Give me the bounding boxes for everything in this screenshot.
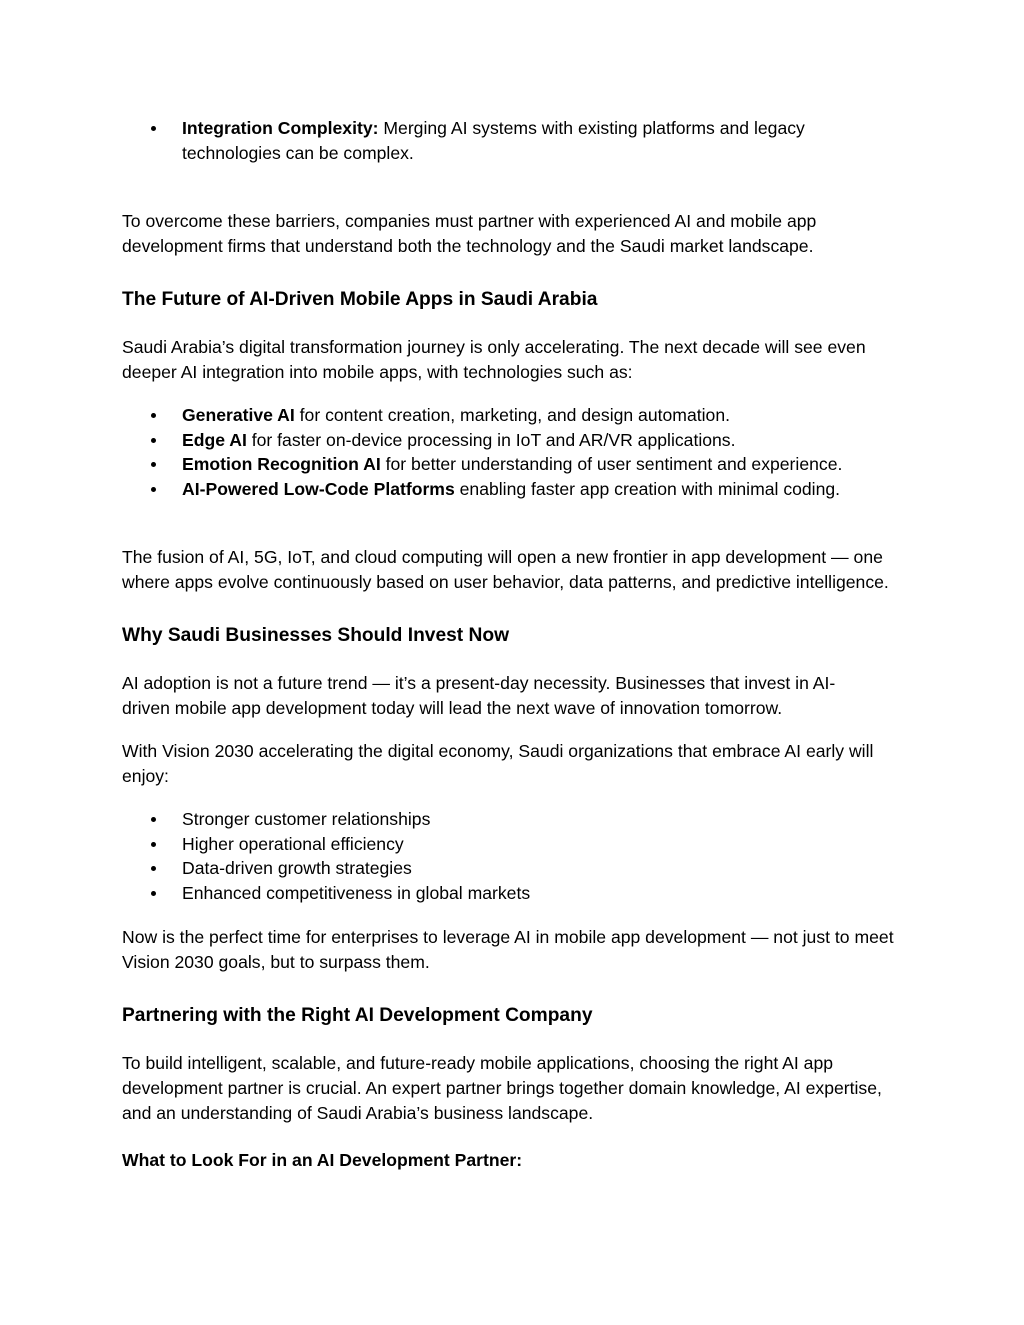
paragraph-fusion: The fusion of AI, 5G, IoT, and cloud computing will open a new frontier in app development — one where apps evolve continuously based on user behavior, data patterns, and predictive intelligence. (122, 547, 889, 592)
benefit-item (182, 832, 906, 857)
technology-item-bold-lead: Generative AI (182, 405, 295, 425)
technology-item-text: for content creation, marketing, and design automation. (294, 405, 730, 425)
technology-item-bold-lead: AI-Powered Low-Code Platforms (182, 478, 455, 499)
benefit-item (182, 807, 906, 832)
technology-item (182, 403, 906, 428)
technology-item-bold-lead: Emotion Recognition AI (182, 454, 381, 474)
technology-item-text: enabling faster app creation with minimal coding. (454, 478, 841, 499)
technology-item-text: for better understanding of user sentiment and experience. (380, 454, 843, 474)
challenge-item-text: Merging AI systems with existing platforms and legacy technologies can be complex. (182, 118, 805, 163)
document-content (122, 116, 906, 1173)
benefit-item-text: Data-driven growth strategies (182, 858, 412, 878)
benefit-item-text: Higher operational efficiency (182, 833, 404, 854)
technology-item (182, 452, 906, 477)
technology-item (182, 477, 906, 502)
challenge-list (122, 116, 906, 165)
technology-item (182, 428, 906, 453)
challenge-item (182, 116, 906, 165)
heading-why-invest-now: Why Saudi Businesses Should Invest Now (122, 625, 510, 646)
paragraph-build-partner: To build intelligent, scalable, and future-ready mobile applications, choosing the right AI app development partner is crucial. An expert partner brings together domain knowledge, AI expertise, and an understanding of Saudi Arabia’s business landscape. (122, 1053, 882, 1123)
paragraph-perfect-time: Now is the perfect time for enterprises to leverage AI in mobile app development — not just to meet Vision 2030 goals, but to surpass them. (122, 927, 894, 972)
paragraph-ai-adoption: AI adoption is not a future trend — it’s a present-day necessity. Businesses that invest in AI-driven mobile app development today will lead the next wave of innovation tomorrow. (122, 673, 836, 718)
benefit-item-text: Stronger customer relationships (182, 809, 431, 829)
heading-future-of-ai-apps: The Future of AI-Driven Mobile Apps in Saudi Arabia (122, 289, 598, 310)
benefit-item (182, 856, 906, 881)
subheading-what-to-look-for: What to Look For in an AI Development Partner: (122, 1150, 523, 1170)
technology-item-text: for faster on-device processing in IoT and AR/VR applications. (246, 429, 736, 450)
paragraph-transformation: Saudi Arabia’s digital transformation journey is only accelerating. The next decade will see even deeper AI integration into mobile apps, with technologies such as: (122, 337, 866, 382)
heading-partnering: Partnering with the Right AI Development Company (122, 1005, 593, 1026)
paragraph-vision-2030: With Vision 2030 accelerating the digital economy, Saudi organizations that embrace AI early will enjoy: (122, 741, 874, 786)
technology-list (122, 403, 906, 501)
benefit-item-text: Enhanced competitiveness in global markets (182, 882, 531, 903)
benefit-item (182, 881, 906, 906)
benefit-list (122, 807, 906, 905)
paragraph-overcome: To overcome these barriers, companies must partner with experienced AI and mobile app development firms that understand both the technology and the Saudi market landscape. (122, 211, 817, 256)
challenge-item-bold-lead: Integration Complexity: (182, 118, 379, 138)
technology-item-bold-lead: Edge AI (182, 429, 247, 450)
